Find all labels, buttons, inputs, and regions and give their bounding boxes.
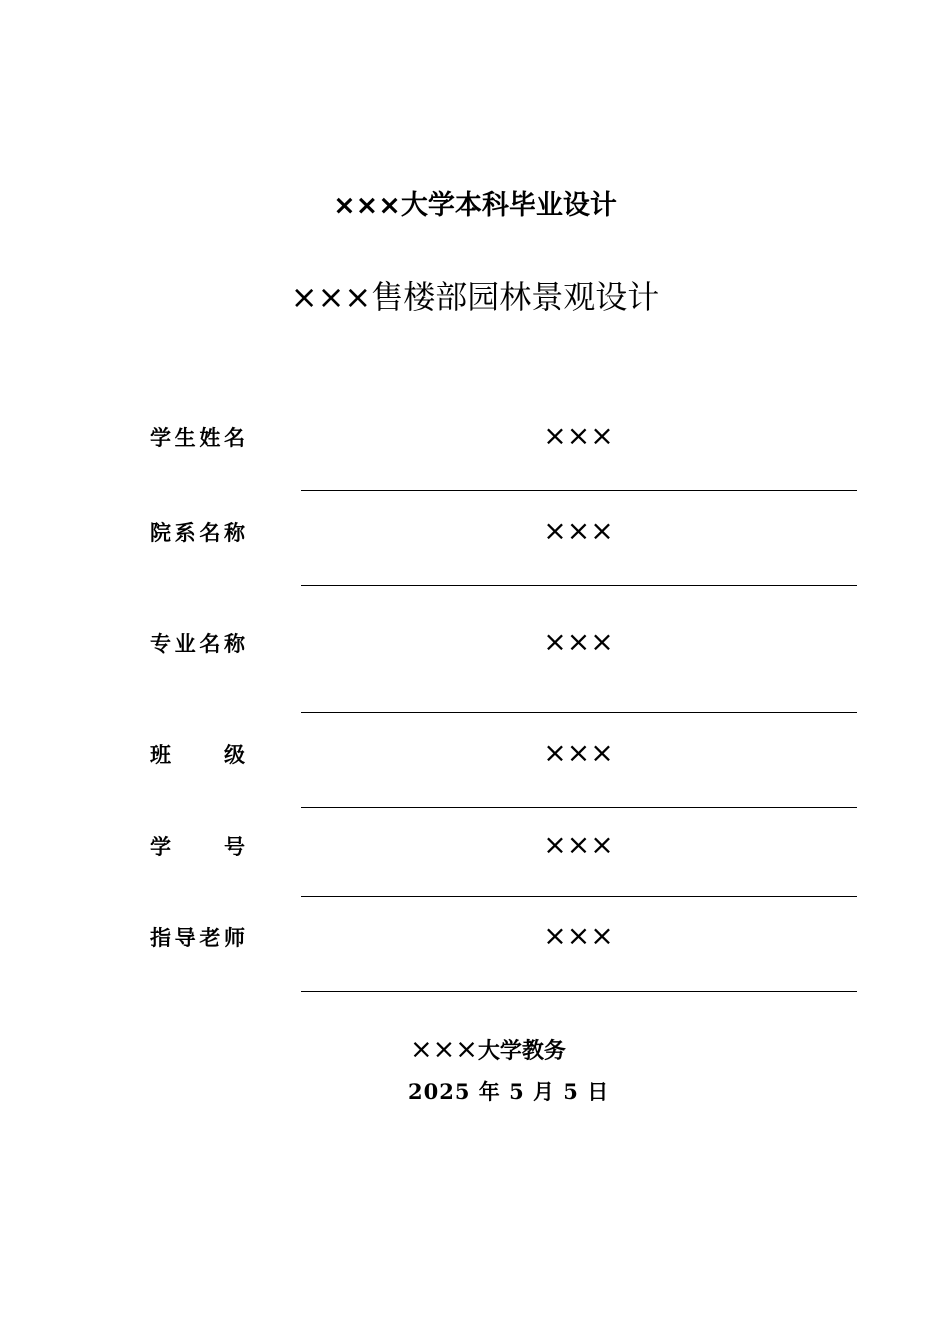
underline-department xyxy=(301,585,857,586)
field-value-student-id: ××× xyxy=(543,828,614,861)
field-row-advisor xyxy=(150,919,857,962)
field-value-student-name: ××× xyxy=(543,419,614,452)
footer-date: 2025 年 5 月 5 日 xyxy=(408,1079,610,1104)
field-label-major: 专业名称 xyxy=(150,631,245,656)
field-label-student-id: 学号 xyxy=(150,834,245,859)
field-value-major: ××× xyxy=(543,625,614,658)
underline-major xyxy=(301,712,857,713)
underline-class xyxy=(301,807,857,808)
field-value-class: ××× xyxy=(543,736,614,769)
university-title: ×××大学本科毕业设计 xyxy=(333,190,617,221)
field-row-class xyxy=(150,736,857,779)
underline-student-id xyxy=(301,896,857,897)
thesis-title: ×××售楼部园林景观设计 xyxy=(290,278,660,316)
field-label-advisor: 指导老师 xyxy=(150,925,245,950)
field-label-department: 院系名称 xyxy=(150,520,245,545)
field-value-advisor: ××× xyxy=(543,919,614,952)
field-label-student-name: 学生姓名 xyxy=(150,425,245,450)
underline-student-name xyxy=(301,490,857,491)
field-row-student-id xyxy=(150,828,857,871)
field-row-major xyxy=(150,625,857,668)
field-row-student-name xyxy=(150,419,857,462)
field-value-department: ××× xyxy=(543,514,614,547)
footer-organization xyxy=(410,1034,566,1065)
underline-advisor xyxy=(301,991,857,992)
footer-organization-name: 大学教务 xyxy=(477,1038,566,1064)
footer-organization-prefix: ××× xyxy=(410,1034,478,1065)
field-label-class: 班级 xyxy=(150,742,245,767)
field-row-department xyxy=(150,514,857,557)
